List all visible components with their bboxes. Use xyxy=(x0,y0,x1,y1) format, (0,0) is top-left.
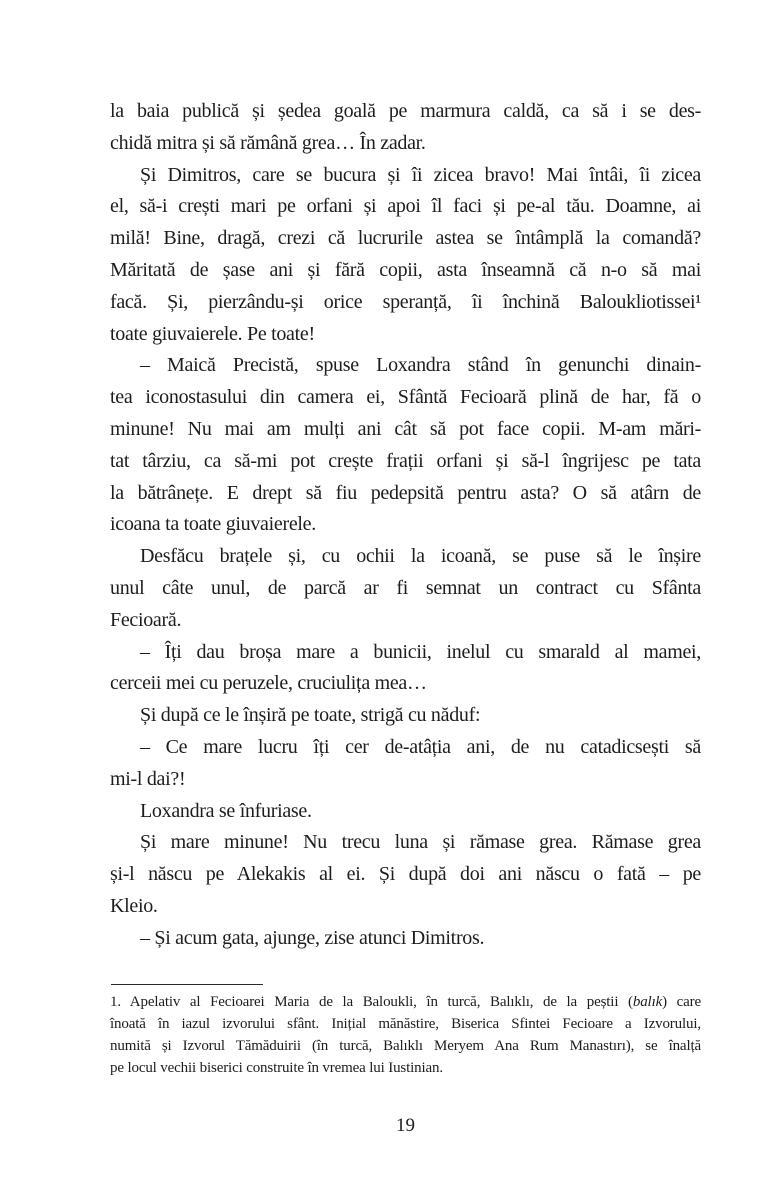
footnote-text: înoată în iazul izvorului sfânt. Inițial mănăstire, Biserica Sfintei Fecioare a Izvorului, xyxy=(110,1016,701,1032)
footnote-text: numită și Izvorul Tămăduirii (în turcă, Balıklı Meryem Ana Rum Manastırı), se înalță xyxy=(110,1038,701,1054)
body-line: tea iconostasului din camera ei, Sfântă Fecioară plină de har, fă o xyxy=(110,386,701,409)
body-line: toate giuvaierele. Pe toate! xyxy=(110,322,315,345)
body-line: unul câte unul, de parcă ar fi semnat un contract cu Sfânta xyxy=(110,576,701,599)
body-line: Și după ce le înșiră pe toate, strigă cu năduf: xyxy=(140,704,481,727)
body-line: milă! Bine, dragă, crezi că lucrurile astea se întâmplă la comandă? xyxy=(110,227,701,250)
body-line: el, să-i crești mari pe orfani și apoi îl faci și pe-al tău. Doamne, ai xyxy=(110,195,701,218)
footnote-italic-text: balık xyxy=(632,994,663,1010)
body-line: Kleio. xyxy=(110,894,158,917)
footnote-line xyxy=(110,991,701,1013)
body-line: icoana ta toate giuvaierele. xyxy=(110,513,316,536)
body-line: minune! Nu mai am mulți ani cât să pot face copii. M-am mări- xyxy=(110,417,701,440)
body-line: Și Dimitros, care se bucura și îi zicea bravo! Mai întâi, îi zicea xyxy=(140,163,701,186)
body-line: Loxandra se înfuriase. xyxy=(140,799,312,822)
body-line: – Ce mare lucru îți cer de-atâția ani, de nu catadicsești să xyxy=(140,735,701,758)
footnote-line xyxy=(110,1057,701,1079)
body-line: chidă mitra și să rămână grea… În zadar. xyxy=(110,131,426,154)
body-line: la bătrânețe. E drept să fiu pedepsită pentru asta? O să atârn de xyxy=(110,481,701,504)
footnote-text: ) care xyxy=(662,994,701,1010)
footnote-line xyxy=(110,1035,701,1057)
body-line: – Maică Precistă, spuse Loxandra stând în genunchi dinain- xyxy=(140,354,701,377)
body-line: – Și acum gata, ajunge, zise atunci Dimitros. xyxy=(140,926,485,949)
body-line: Desfăcu brațele și, cu ochii la icoană, se puse să le înșire xyxy=(140,545,701,568)
body-line: tat târziu, ca să-mi pot crește frații orfani și să-l îngrijesc pe tata xyxy=(110,449,701,472)
footnote-text: pe locul vechii biserici construite în vremea lui Iustinian. xyxy=(110,1060,443,1076)
footnote xyxy=(110,991,701,1079)
body-line: – Îți dau broșa mare a bunicii, inelul cu smarald al mamei, xyxy=(140,640,701,663)
footnote-text: 1. Apelativ al Fecioarei Maria de la Baloukli, în turcă, Balıklı, de la peștii ( xyxy=(110,994,633,1010)
body-line: Și mare minune! Nu trecu luna și rămase grea. Rămase grea xyxy=(140,831,701,854)
footnote-separator xyxy=(111,984,263,985)
page-number: 19 xyxy=(396,1115,415,1136)
body-text xyxy=(110,96,701,955)
body-line: facă. Și, pierzându-și orice speranță, îi închină Baloukliotissei¹ xyxy=(110,290,701,313)
body-line: mi-l dai?! xyxy=(110,767,186,790)
body-line: și-l născu pe Alekakis al ei. Și după doi ani născu o fată – pe xyxy=(110,863,701,886)
body-line: Fecioară. xyxy=(110,608,182,631)
body-line: la baia publică și ședea goală pe marmura caldă, ca să i se des- xyxy=(110,100,701,122)
footnote-line xyxy=(110,1013,701,1035)
body-line: Măritată de șase ani și fără copii, asta înseamnă că n-o să mai xyxy=(110,258,701,281)
body-line: cerceii mei cu peruzele, cruciulița mea… xyxy=(110,672,427,695)
